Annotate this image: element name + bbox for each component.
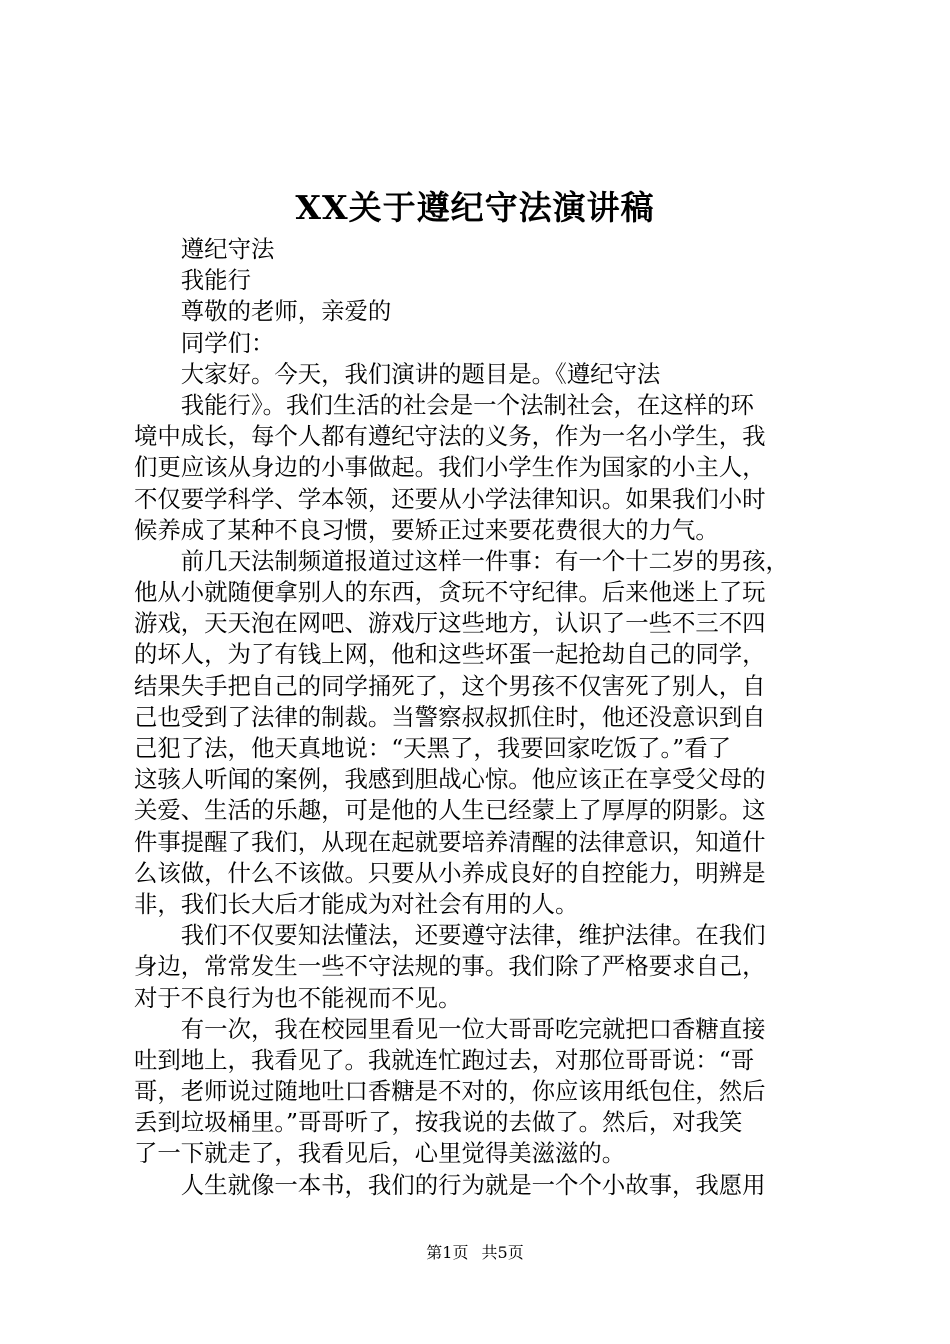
- text-line: 己犯了法，他天真地说：“天黑了，我要回家吃饭了。”看了: [134, 734, 731, 762]
- text-line: 境中成长，每个人都有遵纪守法的义务，作为一名小学生，我: [134, 422, 766, 451]
- text-line: 件事提醒了我们，从现在起就要培养清醒的法律意识，知道什: [134, 827, 766, 856]
- text-line: 哥，老师说过随地吐口香糖是不对的，你应该用纸包住，然后: [134, 1077, 766, 1106]
- text-line: 我们不仅要知法懂法，还要遵守法律，维护法律。在我们: [180, 921, 766, 950]
- text-line: 么该做，什么不该做。只要从小养成良好的自控能力，明辨是: [134, 858, 766, 887]
- text-line: 对于不良行为也不能视而不见。: [134, 983, 462, 1012]
- text-line: 非，我们长大后才能成为对社会有用的人。: [134, 889, 579, 918]
- text-line: 关爱、生活的乐趣，可是他的人生已经蒙上了厚厚的阴影。这: [134, 796, 766, 825]
- text-line: 我能行》。我们生活的社会是一个法制社会，在这样的环: [180, 390, 754, 419]
- text-line: 了一下就走了，我看见后，心里觉得美滋滋的。: [134, 1139, 626, 1168]
- page-number: 第1页: [426, 1243, 469, 1262]
- text-line: 的坏人，为了有钱上网，他和这些坏蛋一起抢劫自己的同学，: [134, 640, 766, 669]
- text-line: 尊敬的老师，亲爱的: [180, 297, 392, 326]
- text-line: 人生就像一本书，我们的行为就是一个个小故事，我愿用: [180, 1170, 766, 1199]
- text-line: 他从小就随便拿别人的东西，贪玩不守纪律。后来他迷上了玩: [134, 578, 766, 607]
- text-line: 大家好。今天，我们演讲的题目是。《遵纪守法: [180, 359, 661, 388]
- text-line: 遵纪守法: [180, 235, 275, 263]
- text-line: 丢到垃圾桶里。”哥哥听了，按我说的去做了。然后，对我笑: [134, 1108, 743, 1137]
- text-line: 同学们：: [180, 328, 275, 357]
- text-line: 己也受到了法律的制裁。当警察叔叔抓住时，他还没意识到自: [134, 702, 766, 731]
- text-line: 吐到地上，我看见了。我就连忙跑过去，对那位哥哥说：“哥: [134, 1045, 755, 1074]
- text-line: 们更应该从身边的小事做起。我们小学生作为国家的小主人，: [134, 453, 766, 482]
- text-line: 身边，常常发生一些不守法规的事。我们除了严格要求自己，: [134, 952, 766, 981]
- text-line: 不仅要学科学、学本领，还要从小学法律知识。如果我们小时: [134, 484, 766, 513]
- page-footer: [0, 1241, 950, 1265]
- text-line: 有一次，我在校园里看见一位大哥哥吃完就把口香糖直接: [180, 1014, 766, 1043]
- text-line: 结果失手把自己的同学捅死了，这个男孩不仅害死了别人，自: [134, 671, 766, 700]
- text-line: 游戏，天天泡在网吧、游戏厅这些地方，认识了一些不三不四: [134, 609, 766, 638]
- page-total: 共5页: [481, 1243, 524, 1262]
- text-line: 前几天法制频道报道过这样一件事：有一个十二岁的男孩，: [180, 546, 789, 575]
- text-line: 候养成了某种不良习惯，要矫正过来要花费很大的力气。: [134, 515, 719, 544]
- text-line: 我能行: [180, 266, 251, 295]
- text-line: 这骇人听闻的案例，我感到胆战心惊。他应该正在享受父母的: [134, 765, 766, 794]
- document-body: [134, 234, 834, 1201]
- document-title: XX关于遵纪守法演讲稿: [295, 188, 655, 227]
